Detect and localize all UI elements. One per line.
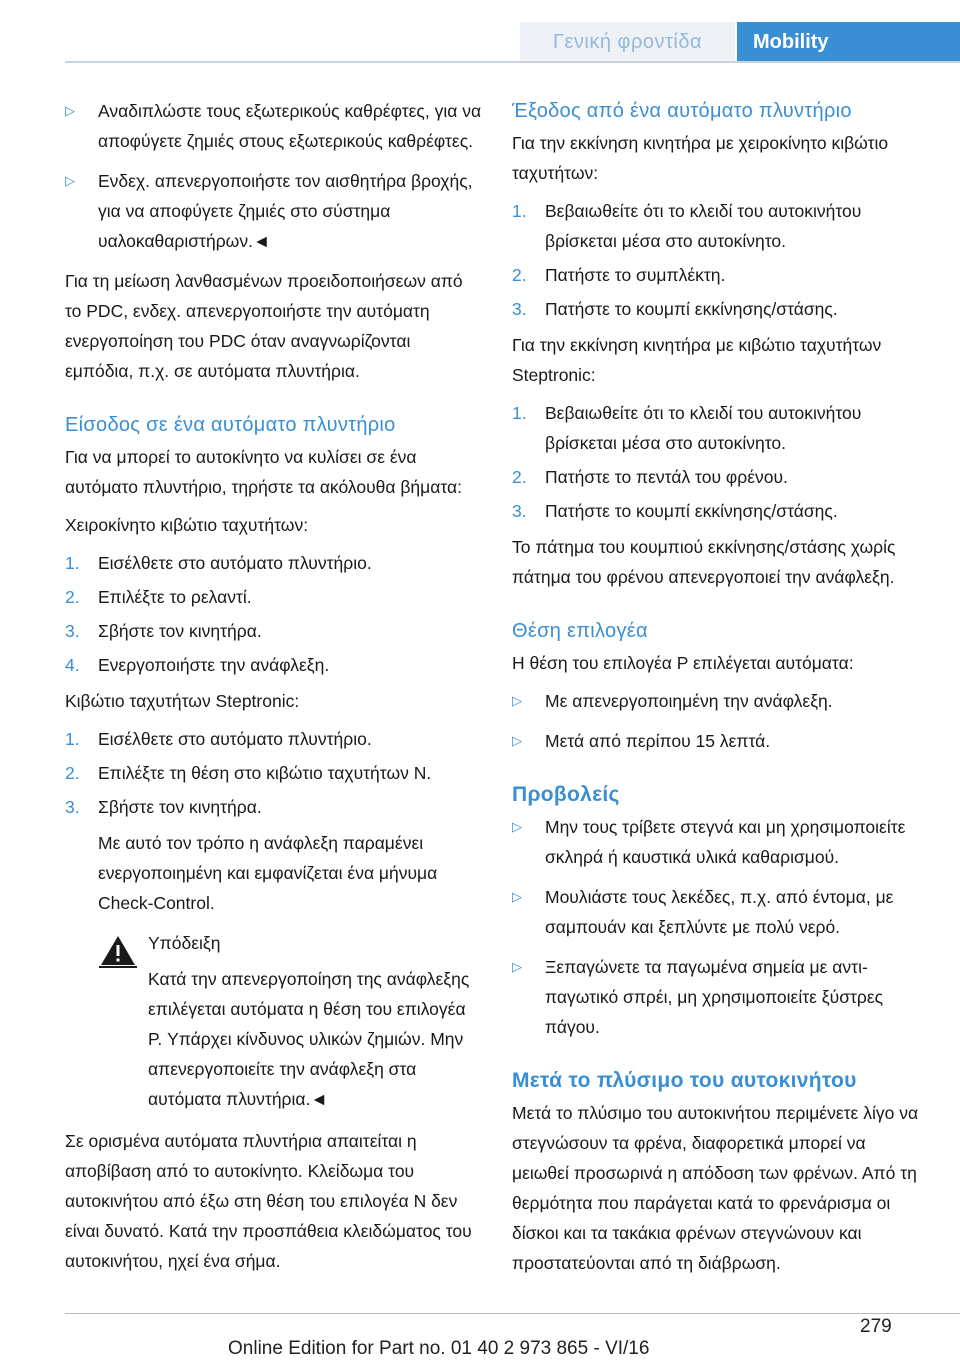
steps-steptronic	[65, 724, 483, 822]
step-text: Πατήστε το κουμπί εκκίνησης/στάσης.	[545, 501, 838, 521]
warning-note	[65, 928, 483, 1114]
page-header	[0, 0, 960, 62]
tab-general-care[interactable]: Γενική φροντίδα	[520, 22, 735, 62]
step-text: Επιλέξτε το ρελαντί.	[98, 587, 252, 607]
step-text: Πατήστε το συμπλέκτη.	[545, 265, 726, 285]
list-item	[65, 582, 483, 612]
step-number: 2.	[512, 467, 527, 487]
note-body: Κατά την απενεργοποίηση της ανάφλεξης επιλέγεται αυτόματα η θέση του επιλογέα P. Υπάρχει κίνδυνος υλικών ζημιών. Μην απενεργοποιείτε την ανάφλεξη στα αυτόματα πλυντήρια.◄	[148, 969, 470, 1109]
step-text: Σβήστε τον κινητήρα.	[98, 797, 262, 817]
paragraph-selector: Η θέση του επιλογέα P επιλέγεται αυτόματα:	[512, 653, 854, 673]
footer-divider	[65, 1313, 960, 1314]
paragraph-start-button: Το πάτημα του κουμπιού εκκίνησης/στάσης χωρίς πάτημα του φρένου απενεργοποιεί την ανάφλεξη.	[512, 537, 896, 587]
list-item	[512, 260, 922, 290]
paragraph-after-washing: Μετά το πλύσιμο του αυτοκινήτου περιμένετε λίγο να στεγνώσουν τα φρένα, διαφορετικά μπορεί να μειωθεί προσωρινά η απόδοση των φρένων. Από τη θερμότητα που παράγεται κατά το φρενάρισμα οι δίσκοι και τα τακάκια φρένων στεγνώνουν και προστατεύονται από τη διάβρωση.	[512, 1103, 919, 1273]
list-item	[512, 496, 922, 526]
step-number: 3.	[512, 501, 527, 521]
list-item	[65, 650, 483, 680]
step-text: Βεβαιωθείτε ότι το κλειδί του αυτοκινήτου βρίσκεται μέσα στο αυτοκίνητο.	[545, 403, 862, 453]
left-column	[65, 96, 483, 1284]
step-number: 3.	[65, 621, 80, 641]
paragraph-step3-followup: Με αυτό τον τρόπο η ανάφλεξη παραμένει ενεργοποιημένη και εμφανίζεται ένα μήνυμα Check-Control.	[98, 833, 438, 913]
heading-after-washing: Μετά το πλύσιμο του αυτοκινήτου	[512, 1069, 857, 1092]
label-steptronic: Κιβώτιο ταχυτήτων Steptronic:	[65, 691, 300, 711]
list-item	[512, 398, 922, 458]
steps-manual-start	[512, 196, 922, 324]
bullet-list-preparation	[65, 96, 483, 256]
list-item: ▷ Μουλιάστε τους λεκέδες, π.χ. από έντομα, με σαμπουάν και ξεπλύντε με πολύ νερό.	[512, 882, 922, 942]
tab-mobility[interactable]: Mobility	[737, 22, 960, 62]
heading-selector-position: Θέση επιλογέα	[512, 620, 648, 642]
step-text: Πατήστε το κουμπί εκκίνησης/στάσης.	[545, 299, 838, 319]
step-number: 1.	[512, 403, 527, 423]
list-item	[65, 548, 483, 578]
list-item: ▷ Μετά από περίπου 15 λεπτά.	[512, 726, 922, 756]
step-text: Επιλέξτε τη θέση στο κιβώτιο ταχυτήτων N.	[98, 763, 432, 783]
step-number: 3.	[65, 797, 80, 817]
step-number: 2.	[65, 587, 80, 607]
step-text: Βεβαιωθείτε ότι το κλειδί του αυτοκινήτου βρίσκεται μέσα στο αυτοκίνητο.	[545, 201, 862, 251]
list-item: ▷ Με απενεργοποιημένη την ανάφλεξη.	[512, 686, 922, 716]
header-divider	[65, 61, 960, 63]
bullet-list-headlights	[512, 812, 922, 1042]
heading-entering-car-wash: Είσοδος σε ένα αυτόματο πλυντήριο	[65, 414, 396, 436]
label-steptronic-start: Για την εκκίνηση κινητήρα με κιβώτιο ταχυτήτων Steptronic:	[512, 335, 882, 385]
step-text: Εισέλθετε στο αυτόματο πλυντήριο.	[98, 553, 372, 573]
list-item: ▷ Αναδιπλώστε τους εξωτερικούς καθρέφτες, για να αποφύγετε ζημιές στους εξωτερικούς καθρέφτες.	[65, 96, 483, 156]
list-item: ▷ Ξεπαγώνετε τα παγωμένα σημεία με αντιπαγωτικό σπρέι, μη χρησιμοποιείτε ξύστρες πάγου.	[512, 952, 922, 1042]
bullet-list-selector	[512, 686, 922, 756]
step-number: 2.	[65, 763, 80, 783]
paragraph-entry: Για να μπορεί το αυτοκίνητο να κυλίσει σε ένα αυτόματο πλυντήριο, τηρήστε τα ακόλουθα βήματα:	[65, 447, 463, 497]
step-text: Ενεργοποιήστε την ανάφλεξη.	[98, 655, 330, 675]
list-item	[512, 294, 922, 324]
paragraph-pdc: Για τη μείωση λανθασμένων προειδοποιήσεων από το PDC, ενδεχ. απενεργοποιήστε την αυτόματη ενεργοποίηση του PDC όταν αναγνωρίζονται εμπόδια, π.χ. σε αυτόματα πλυντήρια.	[65, 271, 463, 381]
step-text: Σβήστε τον κινητήρα.	[98, 621, 262, 641]
list-item	[65, 724, 483, 754]
step-text: Πατήστε το πεντάλ του φρένου.	[545, 467, 788, 487]
step-number: 1.	[512, 201, 527, 221]
edition-line: Online Edition for Part no. 01 40 2 973 865 - VI/16	[228, 1338, 650, 1359]
steps-manual	[65, 548, 483, 680]
heading-headlights: Προβολείς	[512, 783, 620, 806]
step-number: 4.	[65, 655, 80, 675]
step-number: 1.	[65, 729, 80, 749]
list-item	[512, 196, 922, 256]
label-manual-transmission: Χειροκίνητο κιβώτιο ταχυτήτων:	[65, 515, 309, 535]
list-item: ▷ Μην τους τρίβετε στεγνά και μη χρησιμοποιείτε σκληρά ή καυστικά υλικά καθαρισμού.	[512, 812, 922, 872]
list-item	[512, 462, 922, 492]
step-number: 1.	[65, 553, 80, 573]
list-item	[65, 616, 483, 646]
label-manual-start: Για την εκκίνηση κινητήρα με χειροκίνητο κιβώτιο ταχυτήτων:	[512, 133, 889, 183]
list-item	[65, 792, 483, 822]
step-number: 2.	[512, 265, 527, 285]
paragraph-exit-car: Σε ορισμένα αυτόματα πλυντήρια απαιτείται η αποβίβαση από το αυτοκίνητο. Κλείδωμα του αυτοκινήτου από έξω στη θέση του επιλογέα N δεν είναι δυνατό. Κατά την προσπάθεια κλειδώματος του αυτοκινήτου, ηχεί ένα σήμα.	[65, 1131, 472, 1271]
steps-steptronic-start	[512, 398, 922, 526]
list-item: ▷ Ενδεχ. απενεργοποιήστε τον αισθητήρα βροχής, για να αποφύγετε ζημιές στο σύστημα υαλοκαθαριστήρων.◄	[65, 166, 483, 256]
heading-leaving-car-wash: Έξοδος από ένα αυτόματο πλυντήριο	[512, 100, 852, 122]
warning-triangle-icon	[99, 934, 137, 968]
page-number: 279	[860, 1316, 892, 1337]
note-title: Υπόδειξη	[148, 933, 221, 953]
step-number: 3.	[512, 299, 527, 319]
right-column	[512, 96, 922, 1286]
list-item	[65, 758, 483, 788]
step-text: Εισέλθετε στο αυτόματο πλυντήριο.	[98, 729, 372, 749]
